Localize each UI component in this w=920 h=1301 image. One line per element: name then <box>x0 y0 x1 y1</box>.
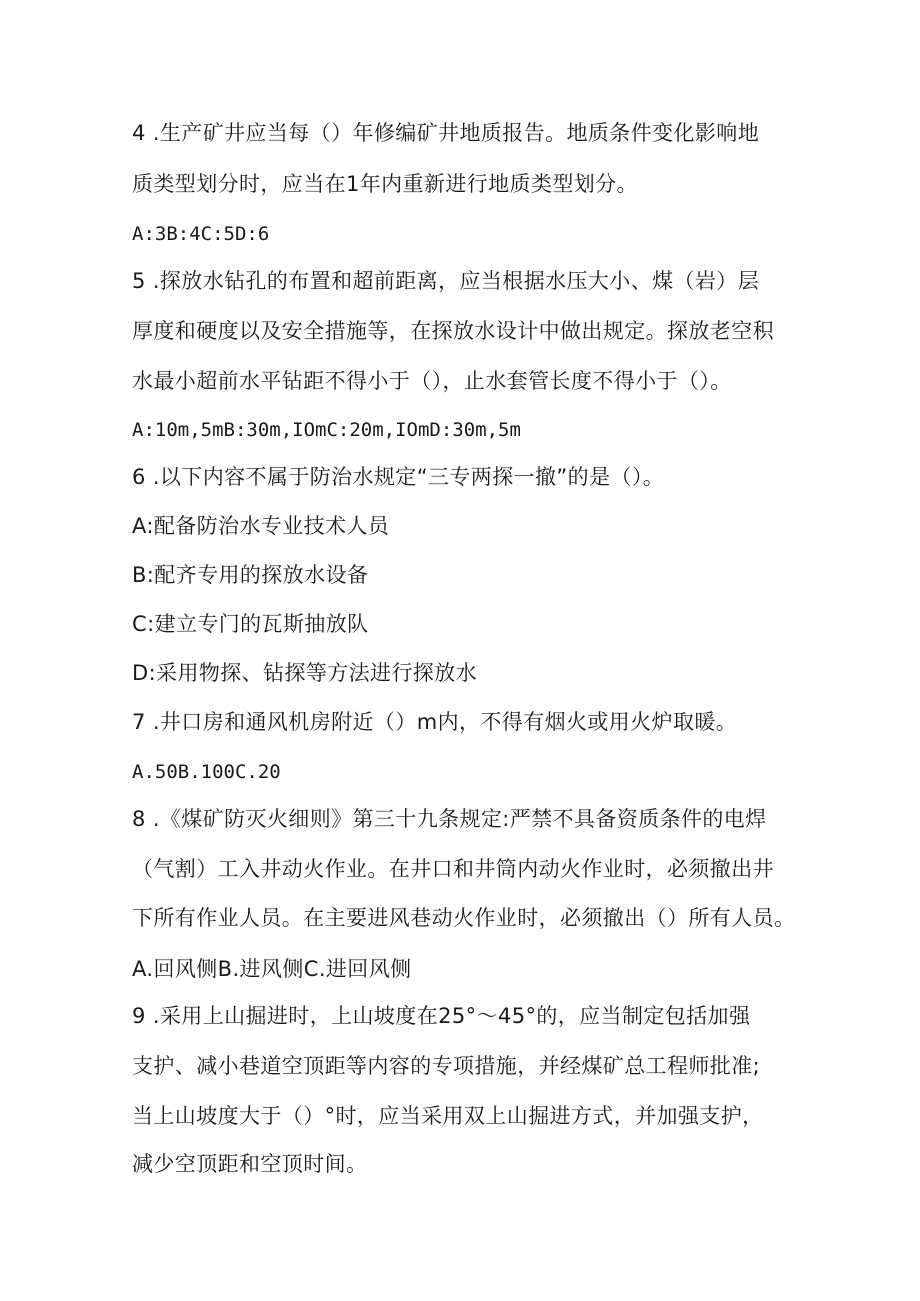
question-9-line-4: 减少空顶距和空顶时间。 <box>132 1152 368 1176</box>
question-6-option-a: A:配备防治水专业技术人员 <box>132 514 390 538</box>
question-6-option-c: C:建立专门的瓦斯抽放队 <box>132 612 369 636</box>
question-7-options: A.50B.100C.20 <box>132 761 281 783</box>
question-8-line-3: 下所有作业人员。在主要进风巷动火作业时，必须撤出（）所有人员。 <box>132 906 796 930</box>
question-4-line-2: 质类型划分时，应当在1年内重新进行地质类型划分。 <box>132 172 638 196</box>
question-9-line-3: 当上山坡度大于（）°时，应当采用双上山掘进方式，并加强支护， <box>132 1104 764 1128</box>
question-5-line-2: 厚度和硬度以及安全措施等，在探放水设计中做出规定。探放老空积 <box>132 319 774 343</box>
question-7-stem: 7 .井口房和通风机房附近（）m内，不得有烟火或用火炉取暖。 <box>132 710 738 734</box>
question-4-line-1: 4 .生产矿井应当每（）年修编矿井地质报告。地质条件变化影响地 <box>132 121 760 145</box>
question-6-option-d: D:采用物探、钻探等方法进行探放水 <box>132 661 478 685</box>
question-8-line-2: （气割）工入井动火作业。在井口和井筒内动火作业时，必须撤出井 <box>132 857 774 881</box>
question-5-options: A:10m,5mB:30m,IOmC:20m,IOmD:30m,5m <box>132 419 521 441</box>
question-5-line-3: 水最小超前水平钻距不得小于（），止水套管长度不得小于（）。 <box>132 369 732 393</box>
question-9-line-1: 9 .采用上山掘进时，上山坡度在25°～45°的，应当制定包括加强 <box>132 1004 751 1028</box>
question-8-options: A.回风侧B.进风侧C.进回风侧 <box>132 957 412 981</box>
question-8-line-1: 8 .《煤矿防灭火细则》第三十九条规定:严禁不具备资质条件的电焊 <box>132 807 767 831</box>
question-4-options: A:3B:4C:5D:6 <box>132 223 270 245</box>
question-5-line-1: 5 .探放水钻孔的布置和超前距离，应当根据水压大小、煤（岩）层 <box>132 269 760 293</box>
question-6-stem: 6 .以下内容不属于防治水规定“三专两探一撤”的是（）。 <box>132 465 665 489</box>
question-9-line-2: 支护、减小巷道空顶距等内容的专项措施，并经煤矿总工程师批准; <box>132 1054 761 1078</box>
question-6-option-b: B:配齐专用的探放水设备 <box>132 563 369 587</box>
